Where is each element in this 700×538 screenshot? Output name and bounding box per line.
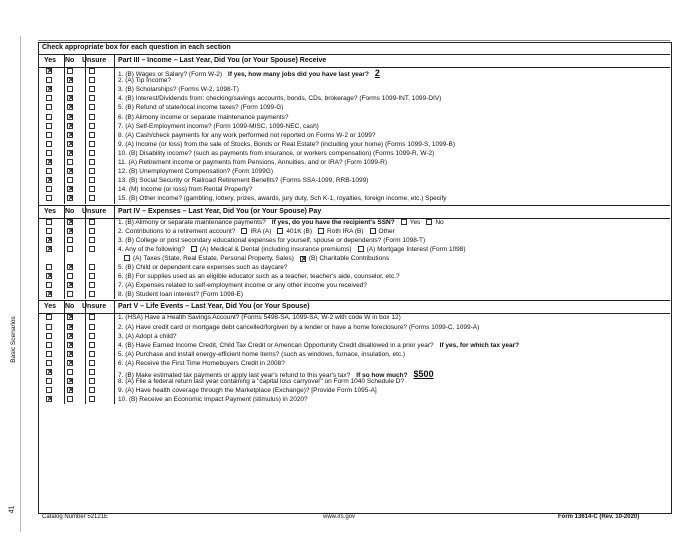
unsure-checkbox[interactable] xyxy=(89,291,95,297)
unsure-checkbox[interactable] xyxy=(89,360,95,366)
column-no: No xyxy=(65,303,75,311)
part4-row xyxy=(38,227,670,236)
option-checkbox[interactable] xyxy=(401,219,407,225)
column-divider xyxy=(114,300,115,404)
part4-row xyxy=(38,290,670,299)
side-label: Basic Scenarios xyxy=(9,316,17,363)
no-checkbox[interactable] xyxy=(67,68,73,74)
handwritten-answer[interactable]: $500 xyxy=(413,369,434,379)
yes-checkbox[interactable]: ✕ xyxy=(47,159,53,166)
option-checkbox[interactable] xyxy=(191,246,197,252)
option-label: IRA (A) xyxy=(250,227,272,235)
question-text xyxy=(118,351,405,358)
part3-title: Part III – Income – Last Year, Did You (or Your Spouse) Receive xyxy=(118,57,327,64)
followup-question: If yes, do you have the recipient's SSN? xyxy=(271,218,395,226)
no-checkbox[interactable]: ✕ xyxy=(68,359,74,367)
no-checkbox[interactable]: ✕ xyxy=(68,195,74,203)
yes-checkbox[interactable] xyxy=(46,186,52,192)
question-label: 11. (A) Retirement income or payments from Pensions, Annuities, and or IRA? (Form 1099-R) xyxy=(118,159,388,166)
yes-checkbox[interactable] xyxy=(46,228,52,234)
part5-title: Part V – Life Events – Last Year, Did You (or Your Spouse) xyxy=(118,303,310,311)
question-label: 7. (A) Self-Employment income? (Form 1099-MISC, 1099-NEC, cash) xyxy=(118,122,319,130)
question-label: 4. Any of the following? xyxy=(118,245,185,253)
question-text xyxy=(118,324,479,331)
question-text xyxy=(118,273,400,280)
option-checkbox[interactable] xyxy=(318,228,324,234)
yes-checkbox[interactable]: ✕ xyxy=(47,245,53,253)
catalog-number: Catalog Number 52121E xyxy=(42,514,109,520)
part3-row xyxy=(38,103,670,112)
irs-url: www.irs.gov xyxy=(323,514,356,520)
question-text xyxy=(118,150,434,157)
part4-title: Part IV – Expenses – Last Year, Did You (or Your Spouse) Pay xyxy=(118,207,322,215)
yes-checkbox[interactable] xyxy=(46,314,52,320)
part4-row xyxy=(38,236,670,245)
no-checkbox[interactable]: ✕ xyxy=(68,140,74,148)
option-checkbox[interactable] xyxy=(124,255,130,261)
part3-row xyxy=(38,149,670,158)
yes-checkbox[interactable] xyxy=(46,387,52,393)
no-checkbox[interactable]: ✕ xyxy=(68,341,74,349)
unsure-checkbox[interactable] xyxy=(89,273,95,279)
unsure-checkbox[interactable] xyxy=(89,168,95,174)
part5-header xyxy=(38,300,670,314)
no-checkbox[interactable] xyxy=(67,291,73,297)
instruction-text: Check appropriate box for each question in each section xyxy=(42,44,231,51)
unsure-checkbox[interactable] xyxy=(89,351,95,357)
option-checkbox[interactable] xyxy=(241,228,247,234)
unsure-checkbox[interactable] xyxy=(89,228,95,234)
question-label: 3. (A) Adopt a child? xyxy=(118,332,177,340)
question-label: 6. (B) For supplies used as an eligible educator such as a teacher, teacher's aide, counselor, etc.? xyxy=(118,273,400,281)
no-checkbox[interactable] xyxy=(67,177,73,183)
question-text xyxy=(118,159,387,166)
no-checkbox[interactable]: ✕ xyxy=(68,113,74,121)
column-yes: Yes xyxy=(44,207,57,215)
no-checkbox[interactable]: ✕ xyxy=(68,282,74,290)
no-checkbox[interactable] xyxy=(67,86,73,92)
followup-question: If yes, how many jobs did you have last year? xyxy=(228,71,369,78)
column-divider xyxy=(64,300,65,404)
question-text xyxy=(118,77,171,84)
yes-checkbox[interactable]: ✕ xyxy=(47,86,53,94)
question-text xyxy=(118,195,447,202)
question-text xyxy=(118,264,287,271)
question-text xyxy=(118,246,466,253)
yes-checkbox[interactable]: ✕ xyxy=(47,177,53,185)
yes-checkbox[interactable] xyxy=(46,333,52,339)
part3-row xyxy=(38,194,670,203)
no-checkbox[interactable]: ✕ xyxy=(68,186,74,194)
question-text xyxy=(118,396,308,403)
no-checkbox[interactable]: ✕ xyxy=(68,131,74,139)
question-text xyxy=(118,378,404,385)
yes-checkbox[interactable] xyxy=(46,378,52,384)
no-checkbox[interactable]: ✕ xyxy=(68,77,74,85)
part3-row xyxy=(38,158,670,167)
yes-checkbox[interactable] xyxy=(46,342,52,348)
question-text xyxy=(118,219,444,226)
option-label: Other xyxy=(378,227,395,235)
part3-row xyxy=(38,122,670,131)
yes-checkbox[interactable]: ✕ xyxy=(47,396,53,404)
column-yes: Yes xyxy=(44,303,57,311)
no-checkbox[interactable]: ✕ xyxy=(68,149,74,157)
no-checkbox[interactable]: ✕ xyxy=(68,95,74,103)
question-label: 1. (B) Alimony or separate maintenance payments? xyxy=(118,218,266,226)
question-text xyxy=(118,342,519,349)
option-label: (A) Mortgage Interest (Form 1098) xyxy=(366,245,466,253)
part5-row xyxy=(38,350,670,359)
question-text xyxy=(118,132,375,139)
unsure-checkbox[interactable] xyxy=(89,378,95,384)
no-checkbox[interactable] xyxy=(67,159,73,165)
part4-row xyxy=(38,218,670,227)
unsure-checkbox[interactable] xyxy=(89,333,95,339)
question-text xyxy=(118,333,177,340)
question-label: 9. (A) Have health coverage through the Marketplace (Exchange)? [Provide Form 1095-A] xyxy=(118,387,377,395)
question-text xyxy=(118,123,319,130)
no-checkbox[interactable]: ✕ xyxy=(68,264,74,271)
unsure-checkbox[interactable] xyxy=(89,132,95,138)
part4-header xyxy=(38,205,670,219)
yes-checkbox[interactable] xyxy=(46,282,52,288)
part4-row xyxy=(38,254,670,263)
no-checkbox[interactable] xyxy=(67,246,73,252)
no-checkbox[interactable]: ✕ xyxy=(68,323,74,331)
form-page xyxy=(28,32,673,532)
question-text xyxy=(118,186,252,193)
question-label: 4. (B) Interest/Dividends from: checking/savings accounts, bonds, CDs, brokerage? (Forms 1099-INT, 1099-DIV) xyxy=(118,95,442,103)
unsure-checkbox[interactable] xyxy=(89,186,95,192)
yes-checkbox[interactable] xyxy=(46,141,52,147)
no-checkbox[interactable]: ✕ xyxy=(68,332,74,340)
question-text xyxy=(118,282,367,289)
column-divider xyxy=(114,54,115,204)
page-number: 41 xyxy=(8,505,16,514)
question-label: 1. (HSA) Have a Health Savings Account? (Forms 5498-SA, 1099-SA, W-2 with code W in box 12) xyxy=(118,314,401,322)
column-unsure: Unsure xyxy=(82,303,107,311)
part3-row xyxy=(38,94,670,103)
question-text xyxy=(118,360,285,367)
no-checkbox[interactable]: ✕ xyxy=(68,104,74,112)
no-checkbox[interactable] xyxy=(67,237,73,243)
question-label: 1. (B) Wages or Salary? (Form W-2) xyxy=(118,71,223,78)
part3-row xyxy=(38,185,670,194)
no-checkbox[interactable]: ✕ xyxy=(68,350,74,358)
yes-checkbox[interactable]: ✕ xyxy=(47,291,53,299)
unsure-checkbox[interactable] xyxy=(89,104,95,110)
question-text xyxy=(118,168,273,175)
unsure-checkbox[interactable] xyxy=(89,314,95,320)
unsure-checkbox[interactable] xyxy=(89,86,95,92)
question-label: 8. (A) File a federal return last year containing a "capital loss carryover" on Form 1040 Schedule D? xyxy=(118,378,405,386)
handwritten-answer[interactable]: 2 xyxy=(374,68,380,78)
unsure-checkbox[interactable] xyxy=(89,237,95,243)
column-unsure: Unsure xyxy=(82,207,107,215)
question-label: 5. (B) Child or dependent care expenses such as daycare? xyxy=(118,264,288,271)
yes-checkbox[interactable]: ✕ xyxy=(47,369,53,376)
question-text xyxy=(118,291,243,298)
question-label: 2. Contributions to a retirement account? xyxy=(118,227,236,235)
column-divider xyxy=(114,205,115,300)
yes-checkbox[interactable] xyxy=(46,77,52,83)
question-label: 5. (B) Refund of state/local income taxes? (Form 1099-G) xyxy=(118,104,284,112)
part5-row xyxy=(38,341,670,350)
option-label: Roth IRA (B) xyxy=(327,227,364,235)
part3-row xyxy=(38,76,670,85)
option-label: No xyxy=(435,218,444,226)
yes-checkbox[interactable] xyxy=(46,168,52,174)
question-text xyxy=(118,114,289,121)
column-divider xyxy=(64,54,65,204)
question-label: 13. (B) Social Security or Railroad Retirement Benefits? (Forms SSA-1099, RRB-1099) xyxy=(118,177,369,185)
yes-checkbox[interactable] xyxy=(46,114,52,120)
question-text xyxy=(118,141,455,148)
option-checkbox[interactable] xyxy=(277,228,283,234)
question-text xyxy=(118,95,441,102)
question-label: 4. (B) Have Earned Income Credit, Child Tax Credit or American Opportunity Credit disallowed in a prior year? xyxy=(118,341,434,349)
column-divider xyxy=(64,205,65,300)
yes-checkbox[interactable] xyxy=(46,264,52,270)
part5-row xyxy=(38,377,670,386)
part3-row xyxy=(38,140,670,149)
question-label: 3. (B) Scholarships? (Forms W-2, 1098-T) xyxy=(118,86,239,94)
option-checkbox[interactable] xyxy=(426,219,432,225)
no-checkbox[interactable] xyxy=(67,273,73,279)
unsure-checkbox[interactable] xyxy=(89,177,95,183)
yes-checkbox[interactable] xyxy=(46,104,52,110)
yes-checkbox[interactable] xyxy=(46,195,52,201)
question-text xyxy=(118,104,283,111)
column-no: No xyxy=(65,207,75,215)
yes-checkbox[interactable] xyxy=(46,132,52,138)
question-label: 12. (B) Unemployment Compensation? (Form 1099G) xyxy=(118,168,273,176)
question-text xyxy=(118,387,377,394)
part4-row xyxy=(38,281,670,290)
unsure-checkbox[interactable] xyxy=(89,114,95,120)
no-checkbox[interactable]: ✕ xyxy=(68,227,74,235)
yes-checkbox[interactable] xyxy=(46,219,52,225)
part5-row xyxy=(38,359,670,368)
part3-row xyxy=(38,85,670,94)
yes-checkbox[interactable] xyxy=(46,150,52,156)
no-checkbox[interactable] xyxy=(67,396,73,402)
yes-checkbox[interactable]: ✕ xyxy=(47,273,53,281)
option-label: 401K (B) xyxy=(286,227,313,235)
question-label: 2. (A) Tip Income? xyxy=(118,77,172,85)
question-text xyxy=(118,237,425,244)
column-unsure: Unsure xyxy=(82,57,107,64)
part3-row xyxy=(38,131,670,140)
yes-checkbox[interactable] xyxy=(46,123,52,129)
unsure-checkbox[interactable] xyxy=(89,68,95,74)
no-checkbox[interactable]: ✕ xyxy=(68,387,74,395)
unsure-checkbox[interactable] xyxy=(89,95,95,101)
unsure-checkbox[interactable] xyxy=(89,219,95,225)
followup-question: If so how much? xyxy=(356,372,408,379)
question-label: 2. (A) Have credit card or mortgage debt cancelled/forgiven by a lender or have a home foreclosure? (Forms 1099-C, 1099-A) xyxy=(118,323,480,331)
yes-checkbox[interactable] xyxy=(46,351,52,357)
question-label: 14. (M) Income (or loss) from Rental Property? xyxy=(118,186,253,194)
followup-question: If yes, for which tax year? xyxy=(439,341,520,349)
question-label: 3. (B) College or post secondary educational expenses for yourself, spouse or dependents? (Form 1098-T) xyxy=(118,236,426,244)
form-number: Form 13614-C (Rev. 10-2020) xyxy=(558,514,640,520)
part5-row xyxy=(38,368,670,377)
part3-row xyxy=(38,113,670,122)
question-label: 8. (B) Student loan interest? (Form 1098-E) xyxy=(118,291,244,299)
question-text xyxy=(118,314,401,321)
column-divider xyxy=(85,300,86,404)
unsure-checkbox[interactable] xyxy=(89,342,95,348)
no-checkbox[interactable]: ✕ xyxy=(68,314,74,322)
question-label: 5. (A) Purchase and install energy-efficient home items? (such as windows, furnace, insulation, etc.) xyxy=(118,350,406,358)
yes-checkbox[interactable] xyxy=(46,95,52,101)
no-checkbox[interactable]: ✕ xyxy=(68,168,74,176)
question-text xyxy=(118,177,368,184)
option-label: (A) Medical & Dental (including insurance premiums) xyxy=(199,245,352,253)
yes-checkbox[interactable] xyxy=(46,324,52,330)
question-label: 10. (B) Disability income? (such as payments from insurance, or workers compensation) (Forms 1099-R, W-2) xyxy=(118,149,435,157)
no-checkbox[interactable]: ✕ xyxy=(68,378,74,386)
part5-row xyxy=(38,332,670,341)
question-text xyxy=(118,86,239,93)
option-checkbox[interactable] xyxy=(370,228,376,234)
unsure-checkbox[interactable] xyxy=(89,396,95,402)
unsure-checkbox[interactable] xyxy=(89,246,95,252)
part5-row xyxy=(38,395,670,404)
question-text xyxy=(118,228,395,235)
option-checkbox[interactable]: ✕ xyxy=(300,255,307,263)
part3-row xyxy=(38,176,670,185)
unsure-checkbox[interactable] xyxy=(89,141,95,147)
part4-row xyxy=(38,272,670,281)
question-text xyxy=(118,255,389,262)
part4-row xyxy=(38,263,670,272)
column-no: No xyxy=(65,57,75,64)
part5-row xyxy=(38,386,670,395)
unsure-checkbox[interactable] xyxy=(89,387,95,393)
no-checkbox[interactable]: ✕ xyxy=(68,218,74,226)
yes-checkbox[interactable] xyxy=(46,360,52,366)
column-yes: Yes xyxy=(44,57,57,64)
question-label: 7. (B) Make estimated tax payments or apply last year's refund to this year's tax? xyxy=(118,372,351,379)
yes-checkbox[interactable]: ✕ xyxy=(47,236,53,244)
question-label: 8. (A) Cash/check payments for any work performed not reported on Forms W-2 or 1099? xyxy=(118,131,376,139)
part3-header xyxy=(38,54,670,68)
part3-row xyxy=(38,167,670,176)
option-label: (A) Taxes (State, Real Estate, Personal Property, Sales) xyxy=(133,254,294,262)
option-label: Yes xyxy=(409,218,421,226)
unsure-checkbox[interactable] xyxy=(89,123,95,129)
unsure-checkbox[interactable] xyxy=(89,77,95,83)
yes-checkbox[interactable]: ✕ xyxy=(47,68,53,75)
question-label: 7. (A) Expenses related to self-employment income or any other income you received? xyxy=(118,282,367,290)
option-checkbox[interactable] xyxy=(358,246,364,252)
question-label: 9. (A) Income (or loss) from the sale of Stocks, Bonds or Real Estate? (including your home) (Forms 1099-S, 1099-B) xyxy=(118,140,456,148)
no-checkbox[interactable]: ✕ xyxy=(68,122,74,130)
option-label: (B) Charitable Contributions xyxy=(308,254,390,262)
unsure-checkbox[interactable] xyxy=(89,150,95,156)
no-checkbox[interactable] xyxy=(67,369,73,375)
question-label: 6. (A) Receive the First Time Homebuyers Credit in 2008? xyxy=(118,359,285,367)
column-divider xyxy=(85,205,86,300)
top-rule xyxy=(38,32,670,41)
question-label: 15. (B) Other income? (gambling, lottery, prizes, awards, jury duty, Sch K-1, royalties, foreign income, etc.) Specify xyxy=(118,195,447,203)
unsure-checkbox[interactable] xyxy=(89,324,95,330)
part4-row xyxy=(38,245,670,254)
question-label: 6. (B) Alimony income or separate maintenance payments? xyxy=(118,113,289,121)
unsure-checkbox[interactable] xyxy=(89,264,95,270)
unsure-checkbox[interactable] xyxy=(89,195,95,201)
unsure-checkbox[interactable] xyxy=(89,369,95,375)
question-label: 10. (B) Receive an Economic Impact Payment (stimulus) in 2020? xyxy=(118,396,308,404)
part5-row xyxy=(38,313,670,322)
unsure-checkbox[interactable] xyxy=(89,282,95,288)
column-divider xyxy=(85,54,86,204)
part3-row xyxy=(38,67,670,76)
side-tab xyxy=(6,36,21,532)
unsure-checkbox[interactable] xyxy=(89,159,95,165)
part5-row xyxy=(38,323,670,332)
